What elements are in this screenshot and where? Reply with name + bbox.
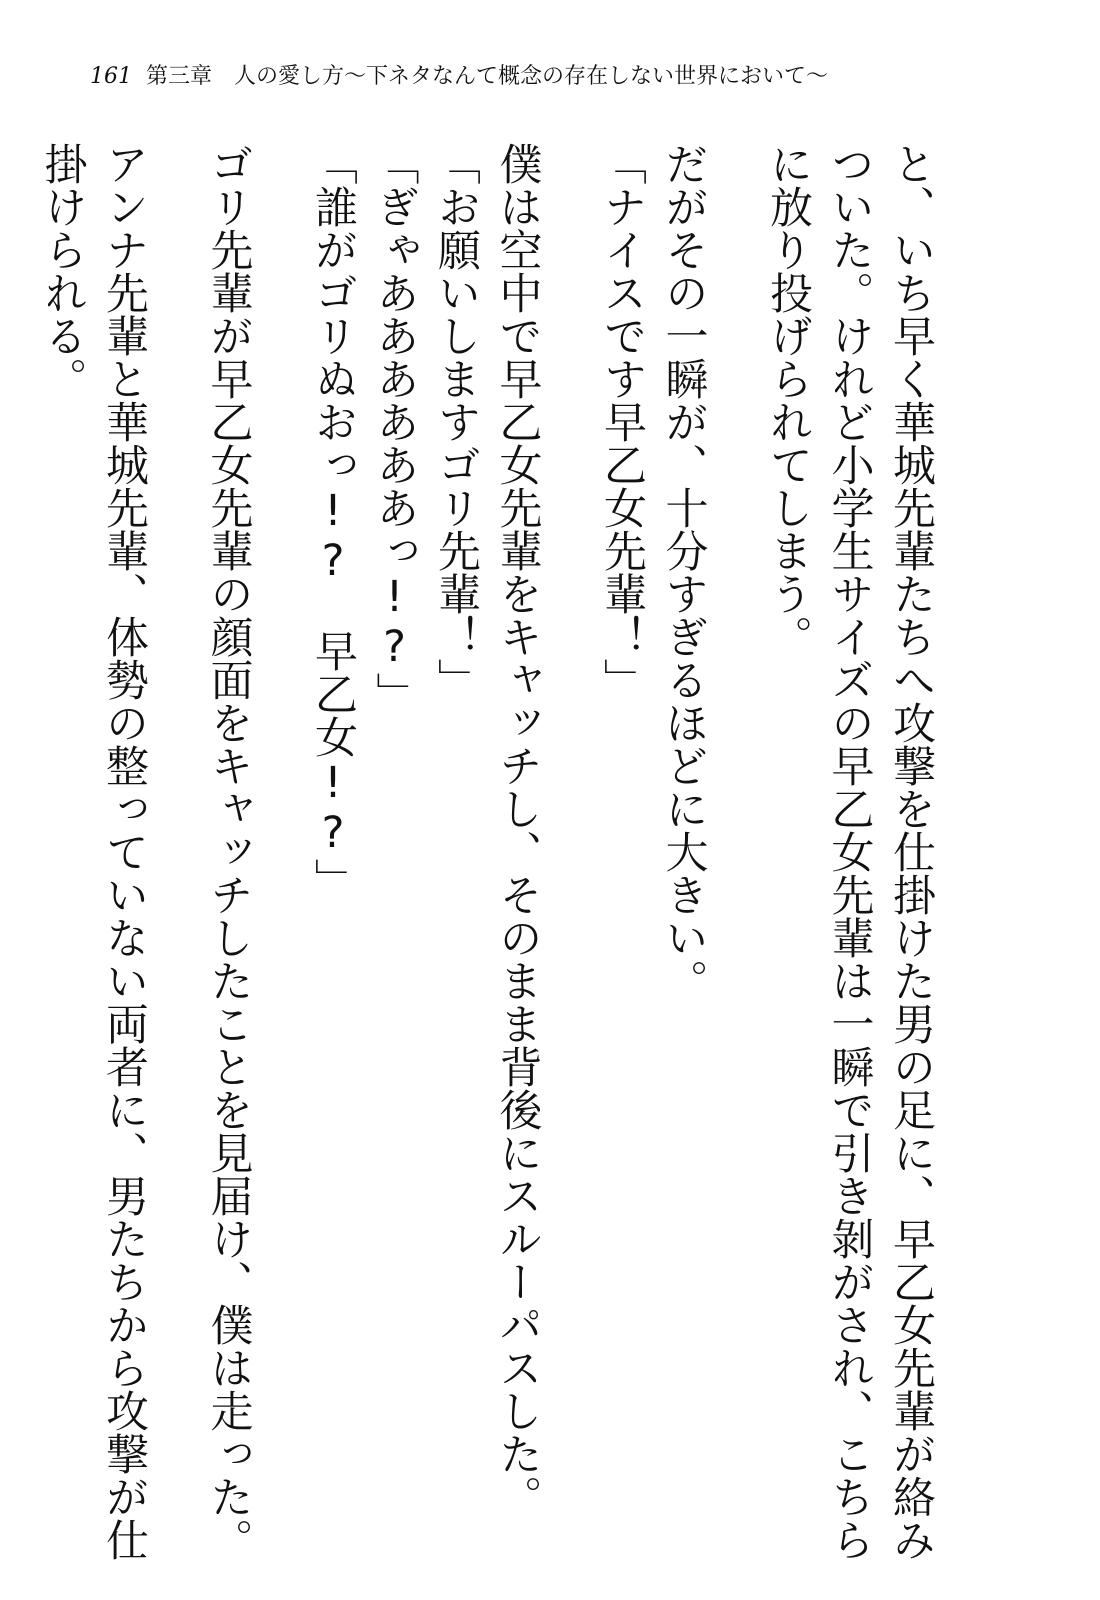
paragraph: 僕は空中で早乙女先輩をキャッチし、そのまま背後にスルーパスした。	[492, 142, 543, 1518]
chapter-label: 第三章	[146, 64, 213, 89]
chapter-title: 人の愛し方〜下ネタなんて概念の存在しない世界において〜	[234, 64, 829, 89]
dialogue-line: 「ナイスです早乙女先輩！」	[597, 142, 647, 701]
dialogue-line: 「ぎゃああああああっ!?」	[369, 142, 420, 715]
body-text	[37, 142, 984, 1592]
paragraph: ゴリ先輩が早乙女先輩の顔面をキャッチしたことを見届け、僕は走った。	[203, 142, 254, 1561]
running-header	[90, 62, 990, 92]
dialogue-line: 「お願いしますゴリ先輩！」	[431, 142, 481, 701]
dialogue-line: 「誰がゴリぬおっ!? 早乙女!?」	[308, 142, 358, 901]
page-number: 161	[90, 64, 132, 89]
paragraph: アンナ先輩と華城先輩、体勢の整っていない両者に、男たちから攻撃が仕掛けられる。	[37, 142, 149, 1561]
paragraph: だがその一瞬が、十分すぎるほどに大きい。	[658, 142, 709, 1002]
paragraph	[0, 142, 31, 1592]
paragraph: と、いち早く華城先輩たちへ攻撃を仕掛けた男の足に、早乙女先輩が絡みついた。けれど小学生サイズの早乙女先輩は一瞬で引き剝がされ、こちらに放り投げられてしまう。	[763, 142, 936, 1561]
